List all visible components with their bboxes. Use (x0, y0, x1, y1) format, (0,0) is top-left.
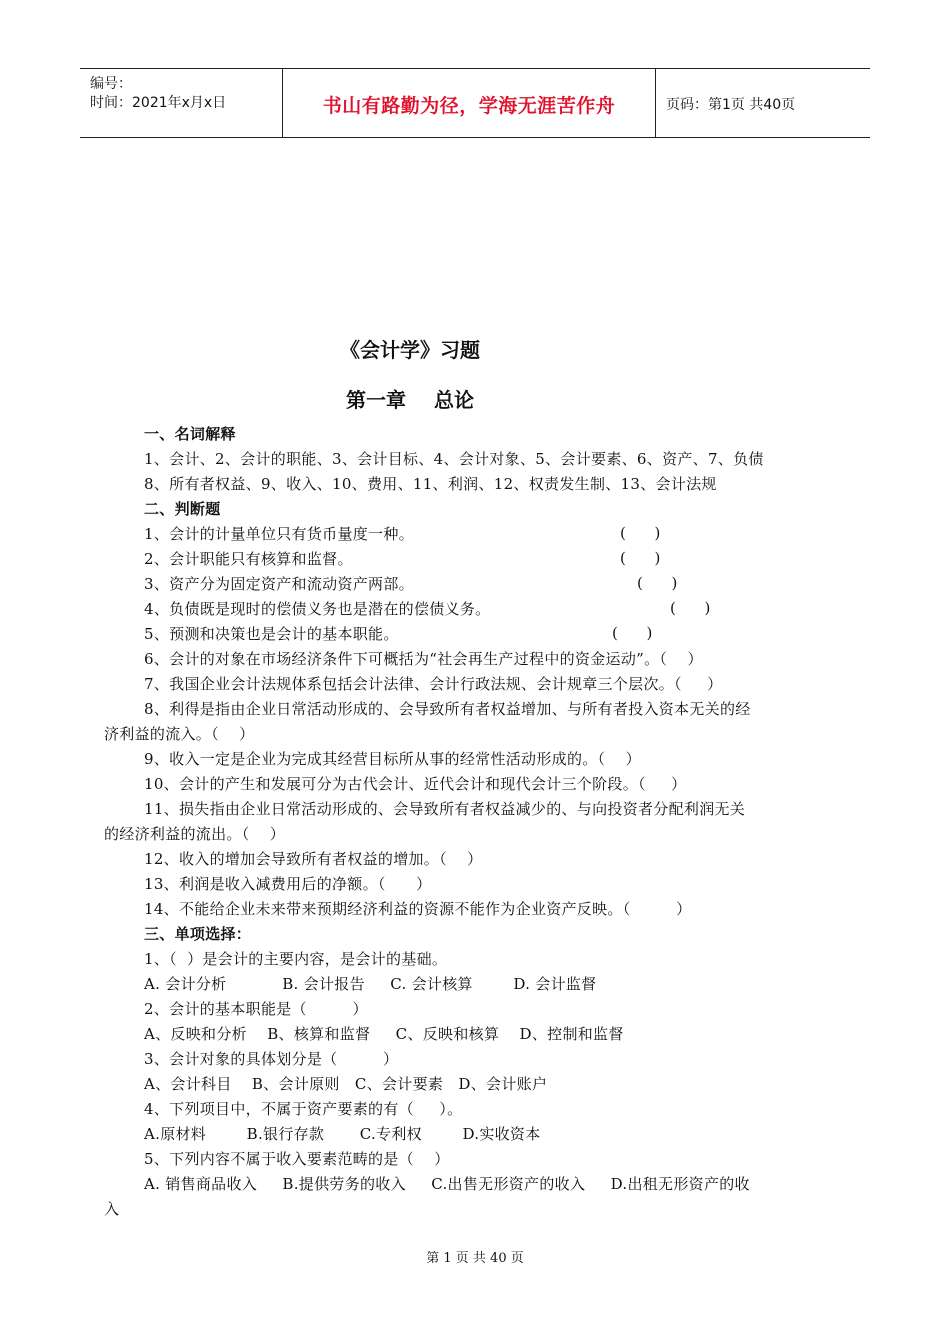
choice-options: A. 销售商品收入 B.提供劳务的收入 C.出售无形资产的收入 D.出租无形资产的收 (144, 1175, 750, 1193)
motto: 书山有路勤为径，学海无涯苦作舟 (322, 95, 616, 117)
judgment-item: 9、收入一定是企业为完成其经营目标所从事的经常性活动形成的。（ ） (144, 750, 641, 768)
choice-options: A、会计科目 B、会计原则 C、会计要素 D、会计账户 (144, 1075, 548, 1093)
page-footer: 第 1 页 共 40 页 (426, 1251, 524, 1266)
choice-question: 2、会计的基本职能是（ ） (144, 1000, 368, 1018)
judgment-item: 2、会计职能只有核算和监督。 (144, 550, 353, 568)
judgment-item: 14、不能给企业未来带来预期经济利益的资源不能作为企业资产反映。（ ） (144, 900, 692, 918)
judgment-item: 10、会计的产生和发展可分为古代会计、近代会计和现代会计三个阶段。（ ） (144, 775, 687, 793)
choice-question: 1、（ ）是会计的主要内容，是会计的基础。 (144, 950, 448, 968)
choice-question: 5、下列内容不属于收入要素范畴的是（ ） (144, 1150, 450, 1168)
time-label: 时间：2021年x月x日 (90, 95, 227, 111)
answer-blank: ( ) (637, 574, 678, 592)
judgment-item: 3、资产分为固定资产和流动资产两部。 (144, 575, 414, 593)
header-table (80, 68, 870, 138)
choice-options: A. 会计分析 B. 会计报告 C. 会计核算 D. 会计监督 (144, 975, 597, 993)
section-heading-terms: 一、名词解释 (144, 425, 236, 443)
chapter-title (0, 384, 820, 413)
choice-options-continued: 入 (104, 1200, 120, 1218)
judgment-item: 1、会计的计量单位只有货币量度一种。 (144, 525, 414, 543)
terms-line: 1、会计、2、会计的职能、3、会计目标、4、会计对象、5、会计要素、6、资产、7、负债 (144, 450, 764, 468)
document-title: 《会计学》习题 (340, 338, 480, 362)
header-meta-cell (80, 69, 283, 137)
header-motto-cell (283, 69, 656, 137)
section-heading-judgment: 二、判断题 (144, 500, 221, 518)
judgment-item-continued: 的经济利益的流出。（ ） (104, 825, 286, 843)
judgment-item: 13、利润是收入减费用后的净额。（ ） (144, 875, 432, 893)
answer-blank: ( ) (612, 624, 653, 642)
header-page-cell (656, 69, 870, 137)
judgment-item: 4、负债既是现时的偿债义务也是潜在的偿债义务。 (144, 600, 491, 618)
choice-options: A、反映和分析 B、核算和监督 C、反映和核算 D、控制和监督 (144, 1025, 624, 1043)
section-heading-choice: 三、单项选择： (144, 925, 252, 943)
choice-options: A.原材料 B.银行存款 C.专利权 D.实收资本 (144, 1125, 541, 1143)
answer-blank: ( ) (620, 549, 661, 567)
answer-blank: ( ) (620, 524, 661, 542)
judgment-item: 12、收入的增加会导致所有者权益的增加。（ ） (144, 850, 483, 868)
answer-blank: ( ) (670, 599, 711, 617)
judgment-item: 5、预测和决策也是会计的基本职能。 (144, 625, 399, 643)
number-label: 编号： (90, 76, 132, 92)
page-label: 页码：第1页 共40页 (666, 97, 796, 113)
terms-line: 8、所有者权益、9、收入、10、费用、11、利润、12、权责发生制、13、会计法规 (144, 475, 717, 493)
choice-question: 3、会计对象的具体划分是（ ） (144, 1050, 399, 1068)
judgment-item: 8、利得是指由企业日常活动形成的、会导致所有者权益增加、与所有者投入资本无关的经 (144, 700, 751, 718)
choice-question: 4、下列项目中，不属于资产要素的有（ ）。 (144, 1100, 463, 1118)
judgment-item: 7、我国企业会计法规体系包括会计法律、会计行政法规、会计规章三个层次。（ ） (144, 675, 723, 693)
chapter-number: 第一章 (346, 388, 406, 412)
judgment-item-continued: 济利益的流入。（ ） (104, 725, 255, 743)
chapter-name: 总论 (434, 388, 474, 412)
judgment-item: 6、会计的对象在市场经济条件下可概括为“社会再生产过程中的资金运动”。（ ） (144, 650, 703, 668)
judgment-item: 11、损失指由企业日常活动形成的、会导致所有者权益减少的、与向投资者分配利润无关 (144, 800, 746, 818)
